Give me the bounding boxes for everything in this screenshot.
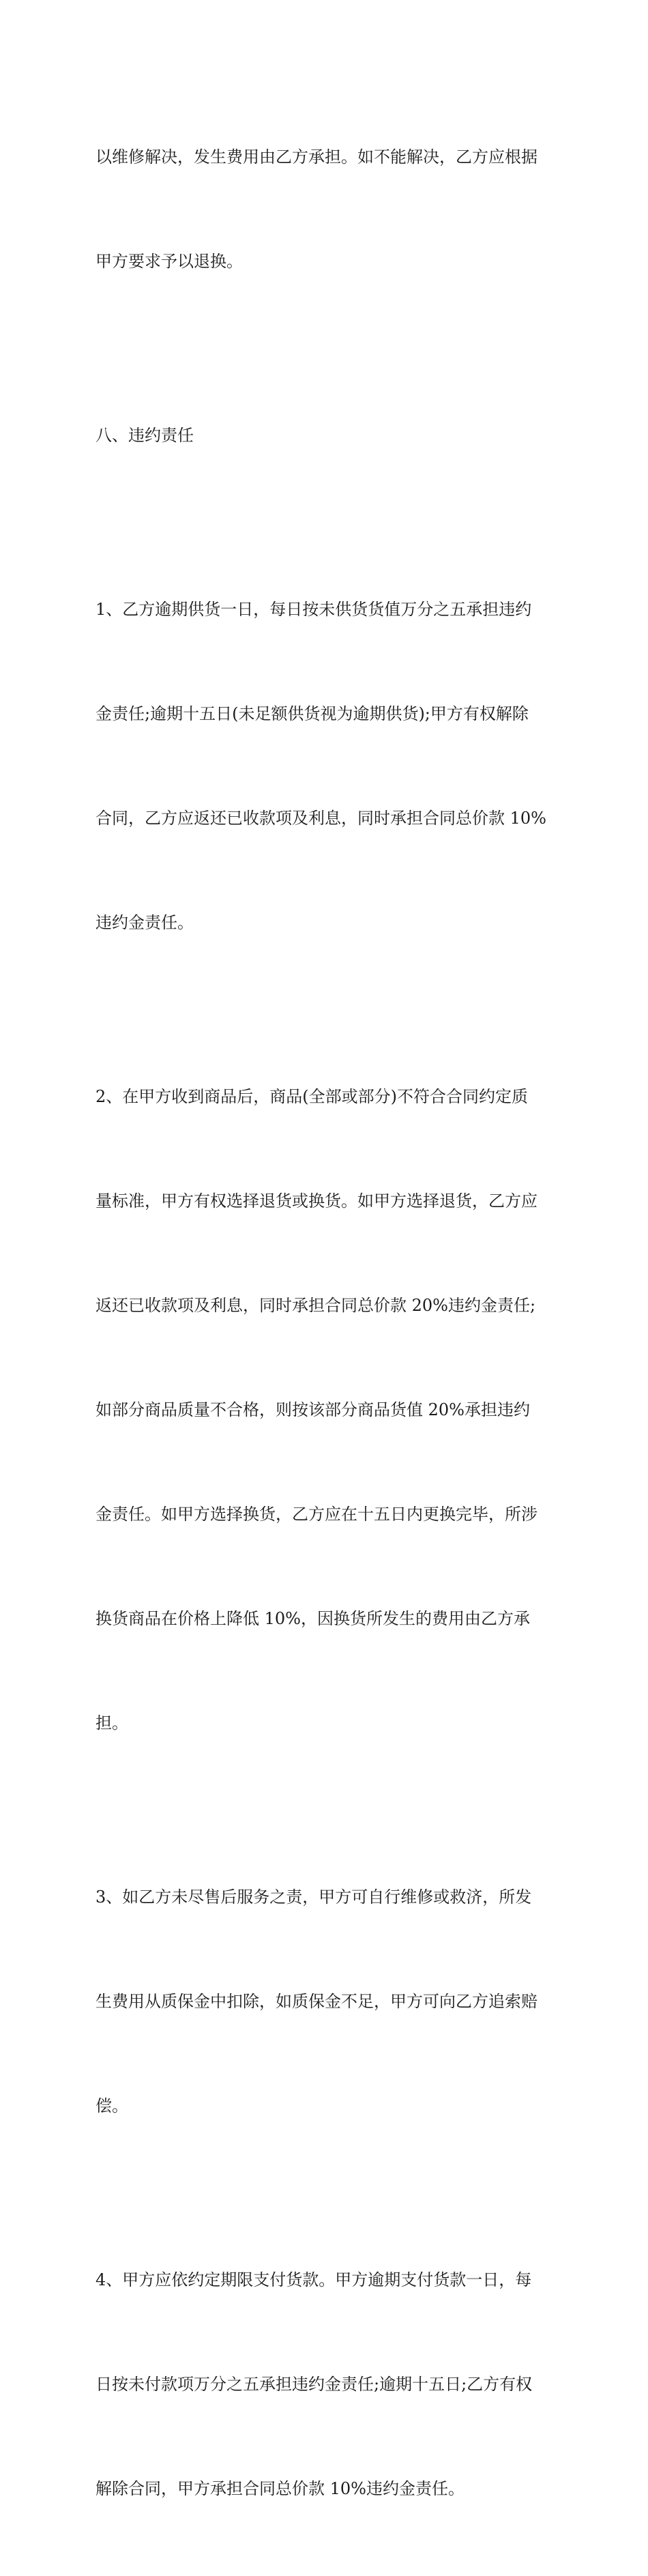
- clause-1: [95, 523, 559, 1010]
- paragraph-continued: [95, 70, 559, 349]
- text-line: 换货商品在价格上降低 10%，因换货所发生的费用由乙方承: [95, 1609, 530, 1628]
- clause-2: [95, 1010, 559, 1810]
- text-line: 2、在甲方收到商品后，商品(全部或部分)不符合合同约定质: [95, 1087, 528, 1106]
- heading-text: 八、违约责任: [95, 426, 194, 445]
- text-line: 生费用从质保金中扣除，如质保金不足，甲方可向乙方追索赔: [95, 1992, 537, 2011]
- text-line: 4、甲方应依约定期限支付货款。甲方逾期支付货款一日，每: [95, 2270, 532, 2289]
- text-line: 甲方要求予以退换。: [95, 252, 243, 271]
- text-line: 解除合同，甲方承担合同总价款 10%违约金责任。: [95, 2479, 465, 2498]
- text-line: 1、乙方逾期供货一日，每日按未供货货值万分之五承担违约: [95, 600, 532, 619]
- text-line: 量标准，甲方有权选择退货或换货。如甲方选择退货，乙方应: [95, 1191, 537, 1211]
- text-line: 日按未付款项万分之五承担违约金责任;逾期十五日;乙方有权: [95, 2375, 533, 2394]
- text-line: 违约金责任。: [95, 913, 194, 932]
- text-line: 3、如乙方未尽售后服务之责，甲方可自行维修或救济，所发: [95, 1887, 532, 1907]
- section-heading-breach-liability: [95, 349, 559, 523]
- text-line: 金责任;逾期十五日(未足额供货视为逾期供货);甲方有权解除: [95, 704, 529, 723]
- text-line: 担。: [95, 1713, 128, 1733]
- text-line: 返还已收款项及利息，同时承担合同总价款 20%违约金责任;: [95, 1296, 536, 1315]
- text-line: 以维修解决，发生费用由乙方承担。如不能解决，乙方应根据: [95, 147, 537, 167]
- document-body: [95, 70, 559, 2576]
- text-line: 偿。: [95, 2096, 128, 2115]
- text-line: 金责任。如甲方选择换货，乙方应在十五日内更换完毕，所涉: [95, 1505, 537, 1524]
- clause-4: [95, 2193, 559, 2576]
- clause-3: [95, 1810, 559, 2193]
- text-line: 如部分商品质量不合格，则按该部分商品货值 20%承担违约: [95, 1400, 530, 1419]
- text-line: 合同，乙方应返还已收款项及利息，同时承担合同总价款 10%: [95, 809, 546, 828]
